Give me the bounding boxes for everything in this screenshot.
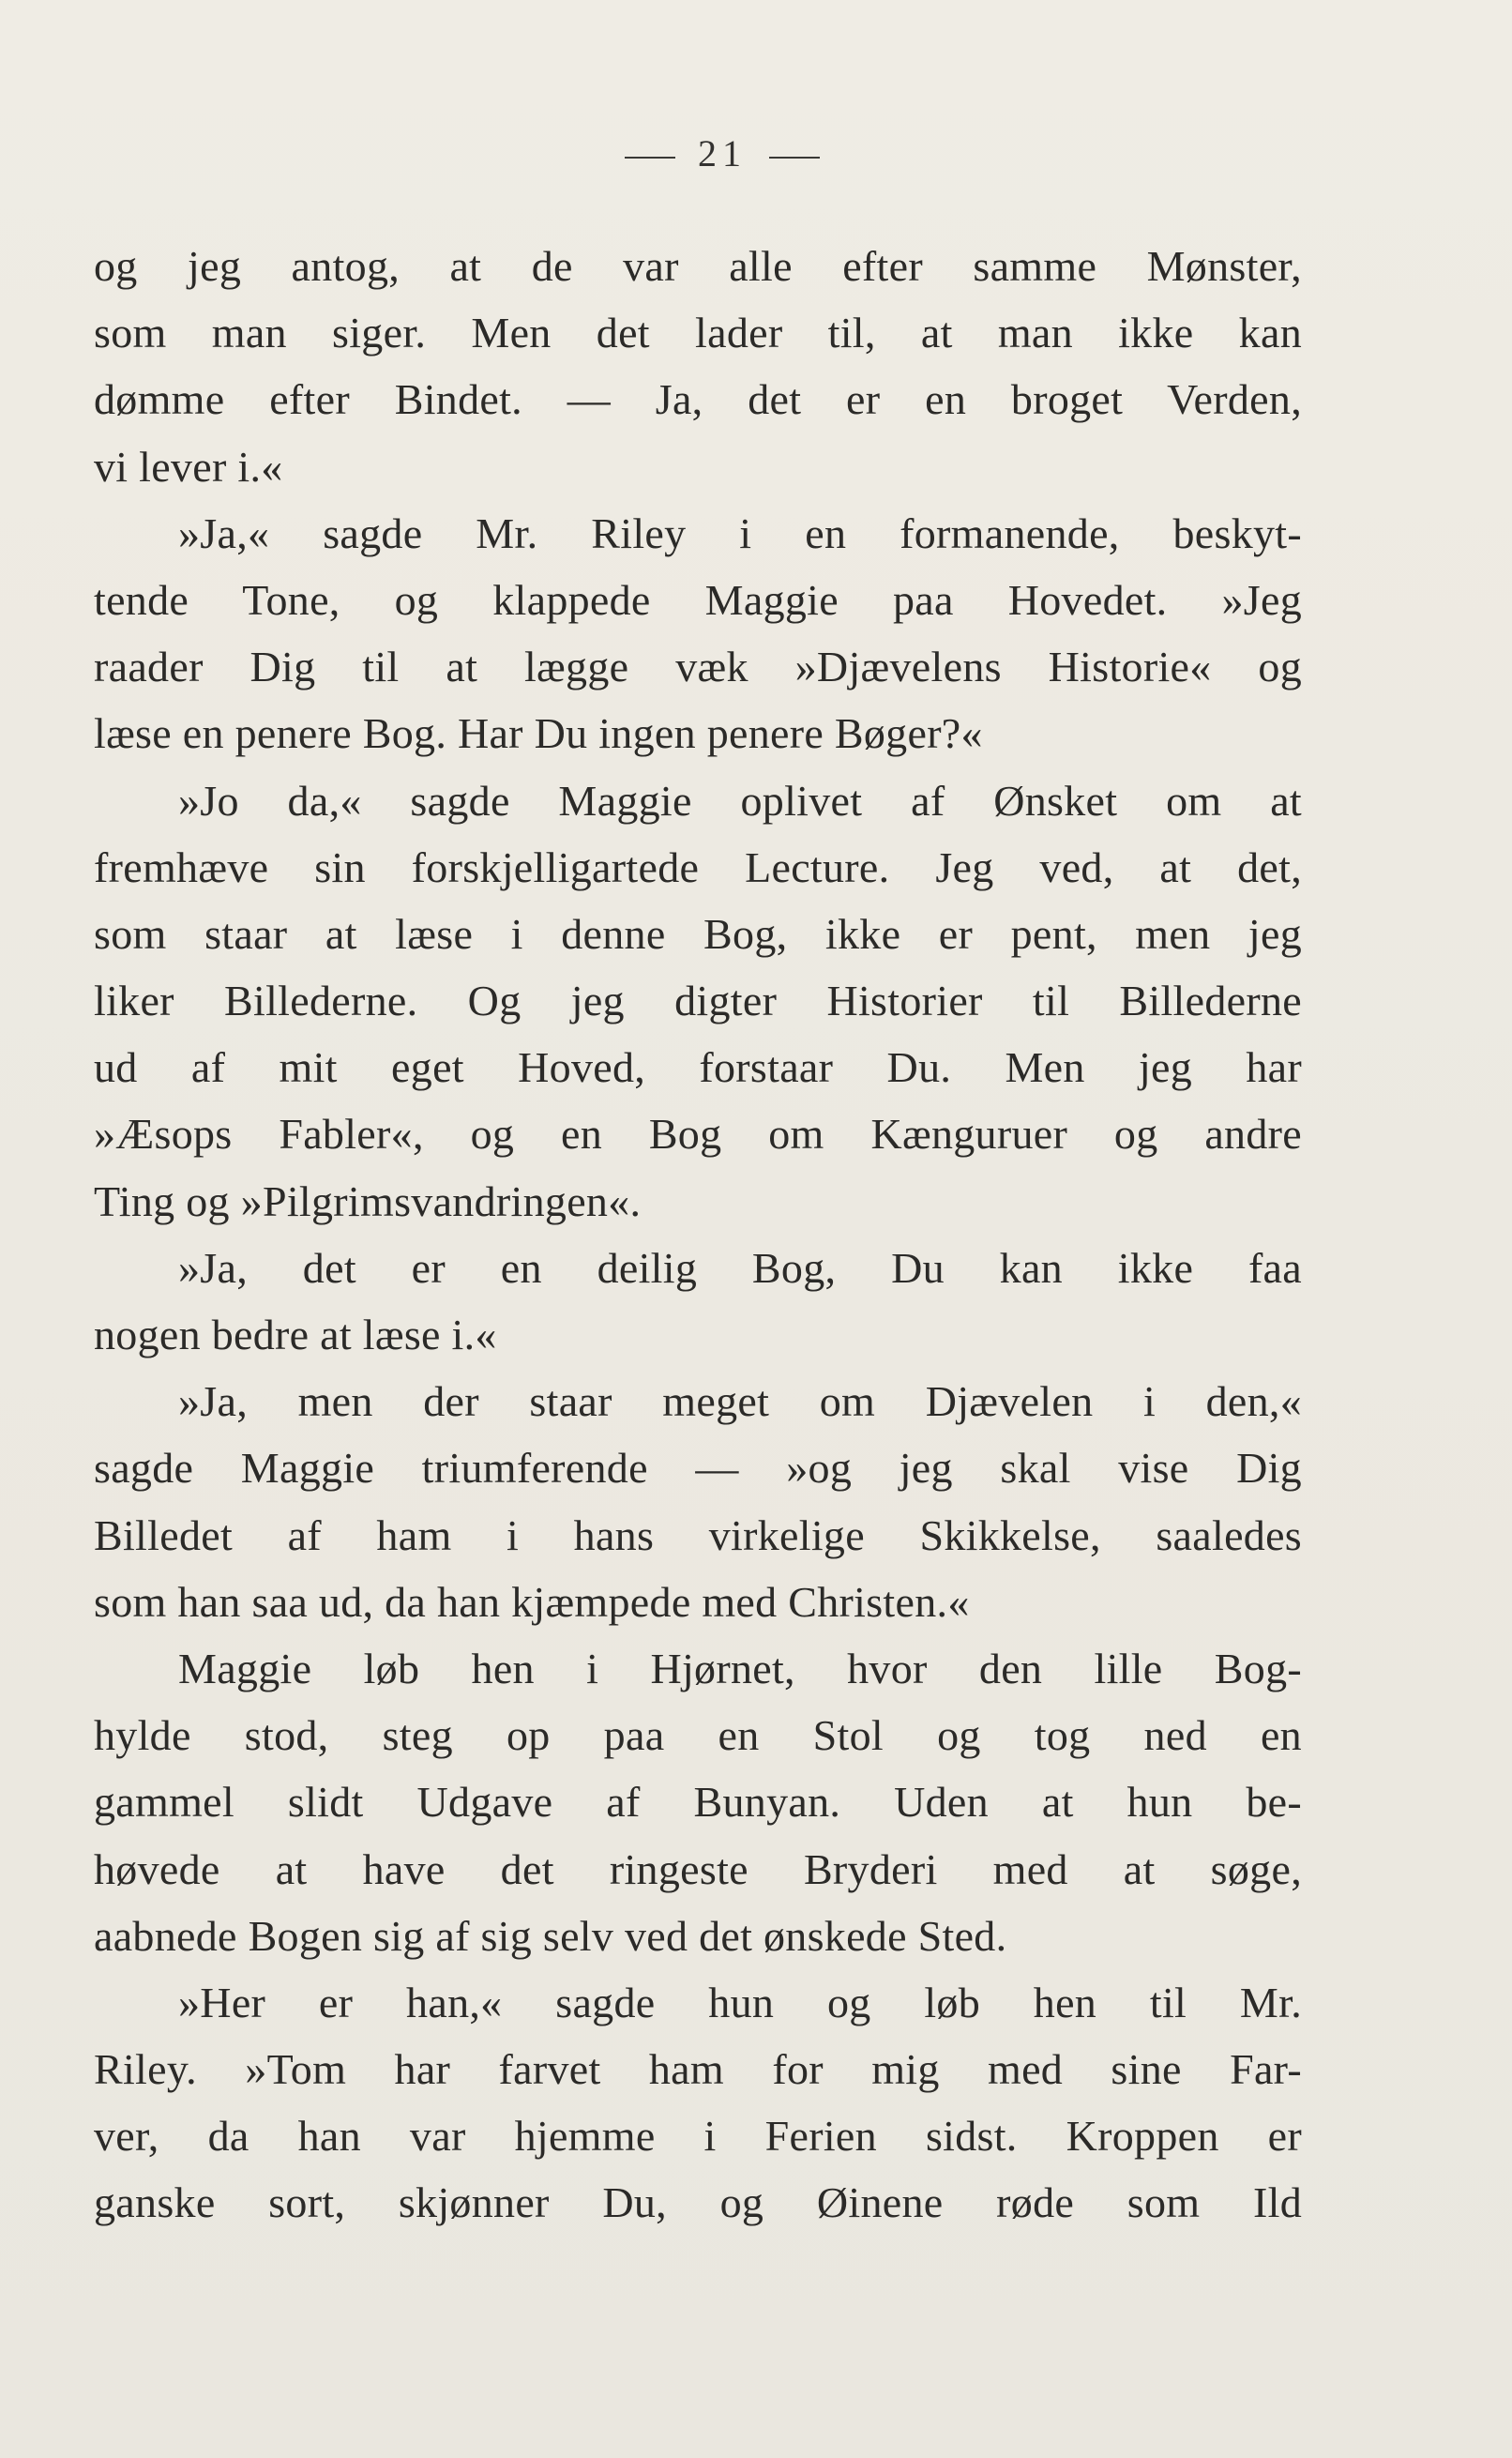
text-line: aabnede Bogen sig af sig selv ved det ønskede Sted. [94, 1911, 1007, 1960]
text-line: »Æsops Fabler«, og en Bog om Kænguruer og andre [94, 1110, 1302, 1159]
text-line: raader Dig til at lægge væk »Djævelens Historie« og [94, 643, 1302, 691]
text-line: ud af mit eget Hoved, forstaar Du. Men jeg har [94, 1043, 1302, 1092]
text-line: høvede at have det ringeste Bryderi med at søge, [94, 1844, 1302, 1893]
text-line: »Ja,« sagde Mr. Riley i en formanende, beskyt- [178, 508, 1302, 557]
text-line: som man siger. Men det lader til, at man ikke kan [94, 309, 1302, 357]
body-text [94, 233, 1302, 2237]
text-line: Billedet af ham i hans virkelige Skikkelse, saaledes [94, 1510, 1302, 1559]
text-line: »Ja, men der staar meget om Djævelen i den,« [178, 1377, 1302, 1426]
text-line: vi lever i.« [94, 442, 283, 491]
text-line: »Ja, det er en deilig Bog, Du kan ikke faa [178, 1243, 1302, 1292]
text-line: »Her er han,« sagde hun og løb hen til Mr. [178, 1978, 1302, 2026]
header-dash-left [625, 157, 675, 159]
text-line: liker Billederne. Og jeg digter Historier til Billederne [94, 977, 1302, 1025]
text-line: Ting og »Pilgrimsvandringen«. [94, 1176, 642, 1225]
text-line: ganske sort, skjønner Du, og Øinene røde som Ild [94, 2178, 1302, 2227]
text-line: ver, da han var hjemme i Ferien sidst. Kroppen er [94, 2112, 1302, 2161]
text-line: »Jo da,« sagde Maggie oplivet af Ønsket om at [178, 776, 1302, 825]
text-line: hylde stod, steg op paa en Stol og tog ned en [94, 1711, 1302, 1760]
text-line: som staar at læse i denne Bog, ikke er pent, men jeg [94, 909, 1302, 958]
text-line: sagde Maggie triumferende — »og jeg skal vise Dig [94, 1444, 1302, 1493]
text-line: Riley. »Tom har farvet ham for mig med sine Far- [94, 2045, 1302, 2094]
text-line: læse en penere Bog. Har Du ingen penere Bøger?« [94, 709, 983, 758]
text-line: gammel slidt Udgave af Bunyan. Uden at hun be- [94, 1778, 1302, 1827]
text-line: og jeg antog, at de var alle efter samme Mønster, [94, 242, 1302, 290]
page-number: 21 [698, 132, 747, 174]
page-header [0, 131, 1444, 175]
text-line: Maggie løb hen i Hjørnet, hvor den lille Bog- [178, 1644, 1302, 1692]
text-line: fremhæve sin forskjelligartede Lecture. Jeg ved, at det, [94, 842, 1302, 891]
text-line: dømme efter Bindet. — Ja, det er en broget Verden, [94, 375, 1302, 424]
header-dash-right [769, 157, 820, 159]
text-line: som han saa ud, da han kjæmpede med Christen.« [94, 1577, 970, 1626]
text-line: nogen bedre at læse i.« [94, 1311, 497, 1358]
text-line: tende Tone, og klappede Maggie paa Hovedet. »Jeg [94, 575, 1302, 624]
